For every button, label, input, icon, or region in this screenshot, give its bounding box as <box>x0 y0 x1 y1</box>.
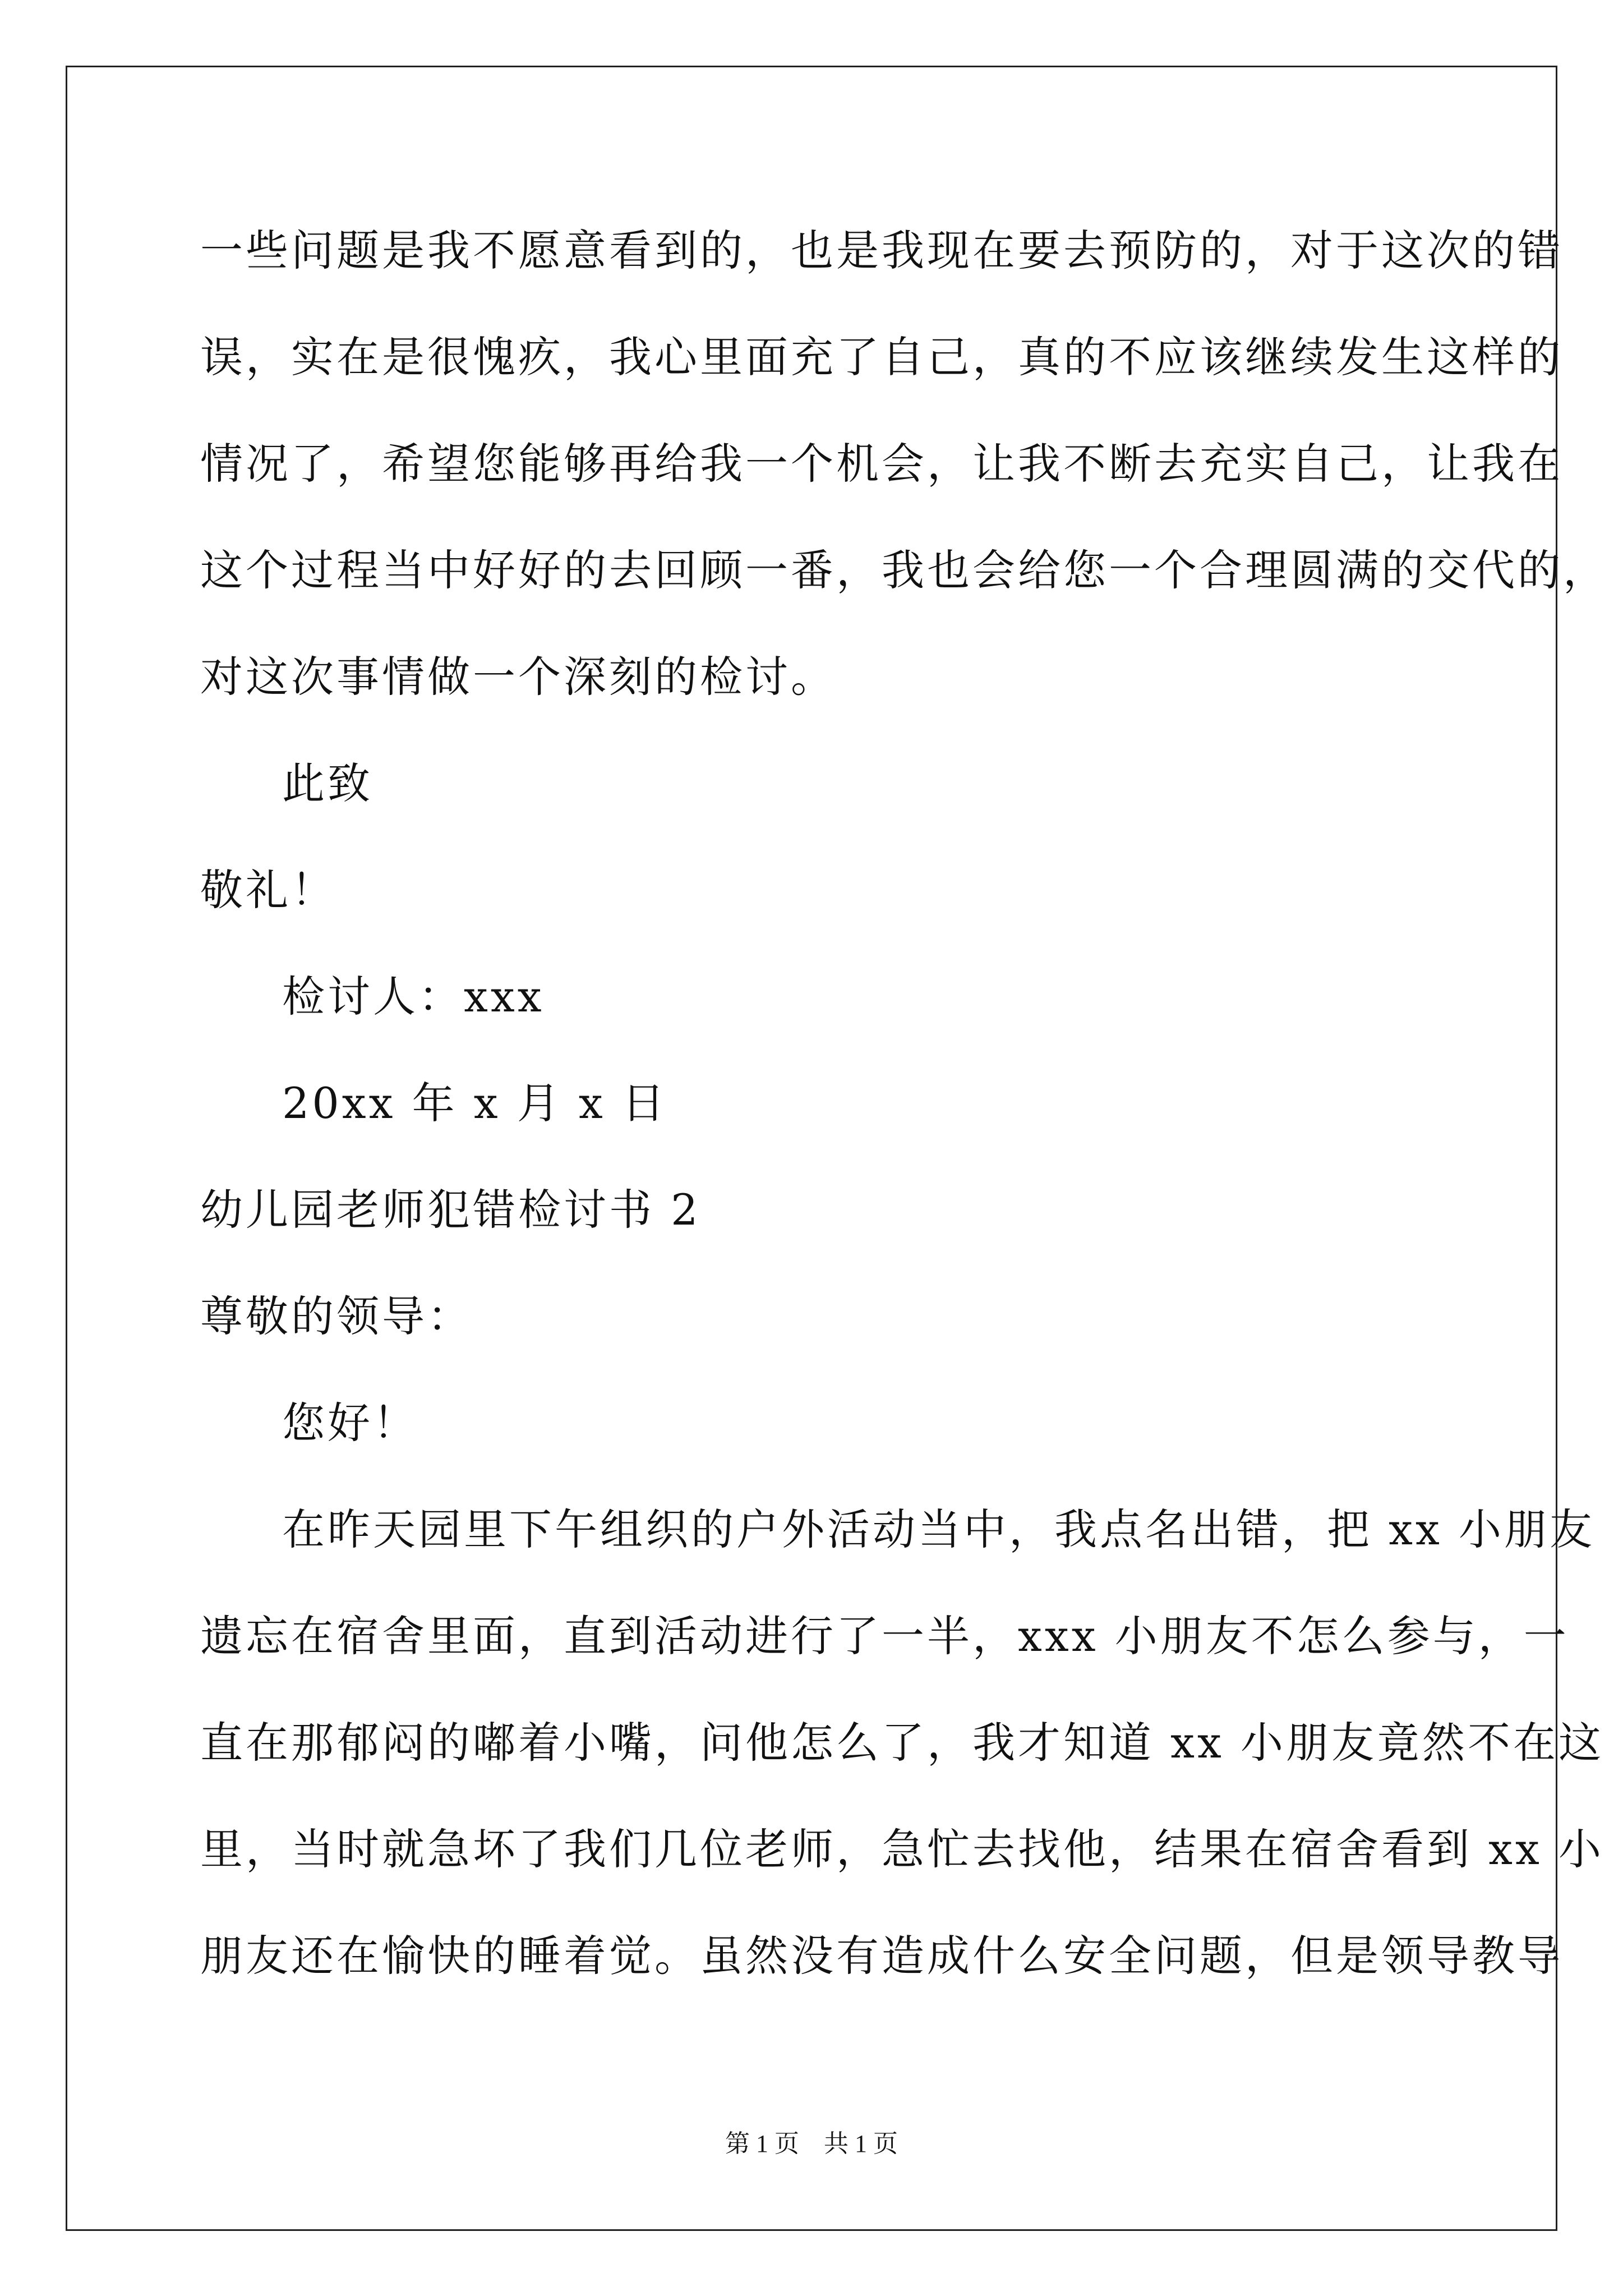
recipient-line: 尊敬的领导： <box>200 1291 473 1341</box>
paragraph-line-4: 里，当时就急坏了我们几位老师，急忙去找他，结果在宿舍看到 xx 小 <box>200 1824 1604 1874</box>
greeting-line: 您好！ <box>282 1398 418 1448</box>
signer-line: 检讨人：xxx <box>282 972 545 1022</box>
paragraph-line-1: 在昨天园里下午组织的户外活动当中，我点名出错，把 xx 小朋友 <box>282 1504 1596 1554</box>
body-line-1: 一些问题是我不愿意看到的，也是我现在要去预防的，对于这次的错 <box>200 226 1563 275</box>
paragraph-line-2: 遗忘在宿舍里面，直到活动进行了一半，xxx 小朋友不怎么参与，一 <box>200 1611 1569 1661</box>
date-line: 20xx 年 x 月 x 日 <box>282 1078 667 1128</box>
body-line-3: 情况了，希望您能够再给我一个机会，让我不断去充实自己，让我在 <box>200 439 1563 489</box>
page-border <box>66 66 1557 2231</box>
body-line-4: 这个过程当中好好的去回顾一番，我也会给您一个合理圆满的交代的， <box>200 545 1608 595</box>
body-line-2: 误，实在是很愧疚，我心里面充了自己，真的不应该继续发生这样的 <box>200 332 1563 382</box>
paragraph-line-5: 朋友还在愉快的睡着觉。虽然没有造成什么安全问题，但是领导教导 <box>200 1931 1563 1981</box>
paragraph-line-3: 直在那郁闷的嘟着小嘴，问他怎么了，我才知道 xx 小朋友竟然不在这 <box>200 1718 1604 1768</box>
closing-salutation: 此致 <box>282 758 373 808</box>
body-line-5: 对这次事情做一个深刻的检讨。 <box>200 652 836 702</box>
page-footer: 第 1 页 共 1 页 <box>725 2130 898 2157</box>
section-title: 幼儿园老师犯错检讨书 2 <box>200 1185 701 1235</box>
closing-regards: 敬礼！ <box>200 865 336 915</box>
